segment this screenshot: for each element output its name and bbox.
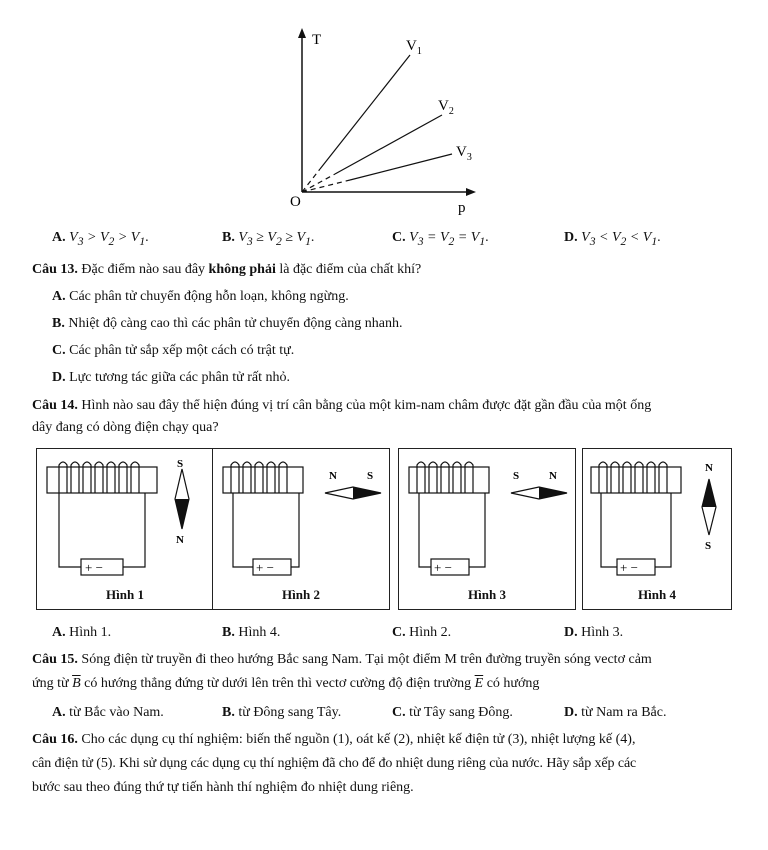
q16-stem-line3: bước sau theo đúng thứ tự tiến hành thí nghiệm đo nhiệt dung riêng.: [32, 780, 414, 795]
svg-text:N: N: [549, 470, 557, 482]
q14-option-b: B. Hình 4.: [222, 625, 281, 640]
q15-option-d: D. từ Nam ra Bắc.: [564, 705, 667, 720]
q15-option-a: A. từ Bắc vào Nam.: [52, 705, 164, 720]
q15-stem-line1: Câu 15. Sóng điện từ truyền đi theo hướng Bắc sang Nam. Tại một điểm M trên đường truyền sóng vectơ cảm: [32, 652, 652, 667]
q13-option-a: A. Các phân tử chuyển động hỗn loạn, không ngừng.: [52, 289, 349, 304]
v2-label: $V_2$: [438, 98, 454, 117]
origin-label: O: [290, 194, 301, 210]
p-axis-label: p: [458, 200, 466, 216]
figure-caption: Hình 1: [106, 587, 144, 602]
q12-option-b: B. $V_3 \ge V_2 \ge V_1$.: [222, 230, 315, 248]
q15-option-b: B. từ Đông sang Tây.: [222, 705, 342, 720]
figure-hinh-1: [36, 448, 214, 610]
v1-label: $V_1$: [406, 38, 422, 57]
q15-stem-line2: ứng từ $\overline{B}$ có hướng thẳng đứng từ dưới lên trên thì vectơ cường độ điện trường $\overline{E}$ có hướng: [32, 676, 540, 691]
svg-text:S: S: [177, 458, 184, 470]
figure-caption: Hình 2: [282, 587, 320, 602]
figure-hinh-3: [398, 448, 576, 610]
svg-text:N: N: [176, 534, 184, 546]
q14-option-d: D. Hình 3.: [564, 625, 624, 640]
svg-text:+ −: + −: [620, 560, 638, 575]
svg-text:N: N: [329, 470, 337, 482]
figure-caption: Hình 4: [638, 587, 676, 602]
svg-text:N: N: [705, 462, 713, 474]
q12-option-a: A. $V_3 > V_2 > V_1$.: [52, 230, 149, 248]
svg-text:S: S: [513, 470, 520, 482]
v3-label: $V_3$: [456, 144, 472, 163]
figure-hinh-4: [582, 448, 732, 610]
q14-option-a: A. Hình 1.: [52, 625, 112, 640]
q14-option-c: C. Hình 2.: [392, 625, 452, 640]
t-p-graph: [280, 26, 480, 216]
q13-option-d: D. Lực tương tác giữa các phân tử rất nhỏ.: [52, 370, 290, 385]
q13-option-c: C. Các phân tử sắp xếp một cách có trật tự.: [52, 343, 295, 358]
q13-option-b: B. Nhiệt độ càng cao thì các phân tử chuyển động càng nhanh.: [52, 316, 403, 331]
q16-stem-line2: cân điện tử (5). Khi sử dụng các dụng cụ thí nghiệm đã cho để đo nhiệt dung riêng của nước. Hãy sắp xếp các: [32, 756, 637, 771]
solenoid-circuit: [399, 449, 575, 589]
svg-text:S: S: [705, 540, 712, 552]
figure-caption: Hình 3: [468, 587, 506, 602]
solenoid-circuit: [583, 449, 731, 589]
solenoid-circuit: [213, 449, 389, 589]
svg-text:S: S: [367, 470, 374, 482]
q13-stem: Câu 13. Đặc điểm nào sau đây không phải là đặc điểm của chất khí?: [32, 262, 422, 277]
solenoid-circuit: [37, 449, 213, 589]
q14-stem-line1: Câu 14. Hình nào sau đây thể hiện đúng vị trí cân bằng của một kim-nam châm được đặt gần đầu của một ống: [32, 398, 652, 413]
q12-option-d: D. $V_3 < V_2 < V_1$.: [564, 230, 661, 248]
q16-stem-line1: Câu 16. Cho các dụng cụ thí nghiệm: biến thế nguồn (1), oát kế (2), nhiệt kế điện tử (3), nhiệt lượng kế (4),: [32, 732, 636, 747]
q15-option-c: C. từ Tây sang Đông.: [392, 705, 513, 720]
q14-stem-line2: dây đang có dòng điện chạy qua?: [32, 420, 219, 435]
svg-text:+ −: + −: [434, 560, 452, 575]
q12-option-c: C. $V_3 = V_2 = V_1$.: [392, 230, 489, 248]
figure-hinh-2: [212, 448, 390, 610]
t-axis-label: T: [312, 32, 322, 48]
svg-text:+ −: + −: [85, 560, 103, 575]
svg-text:+ −: + −: [256, 560, 274, 575]
